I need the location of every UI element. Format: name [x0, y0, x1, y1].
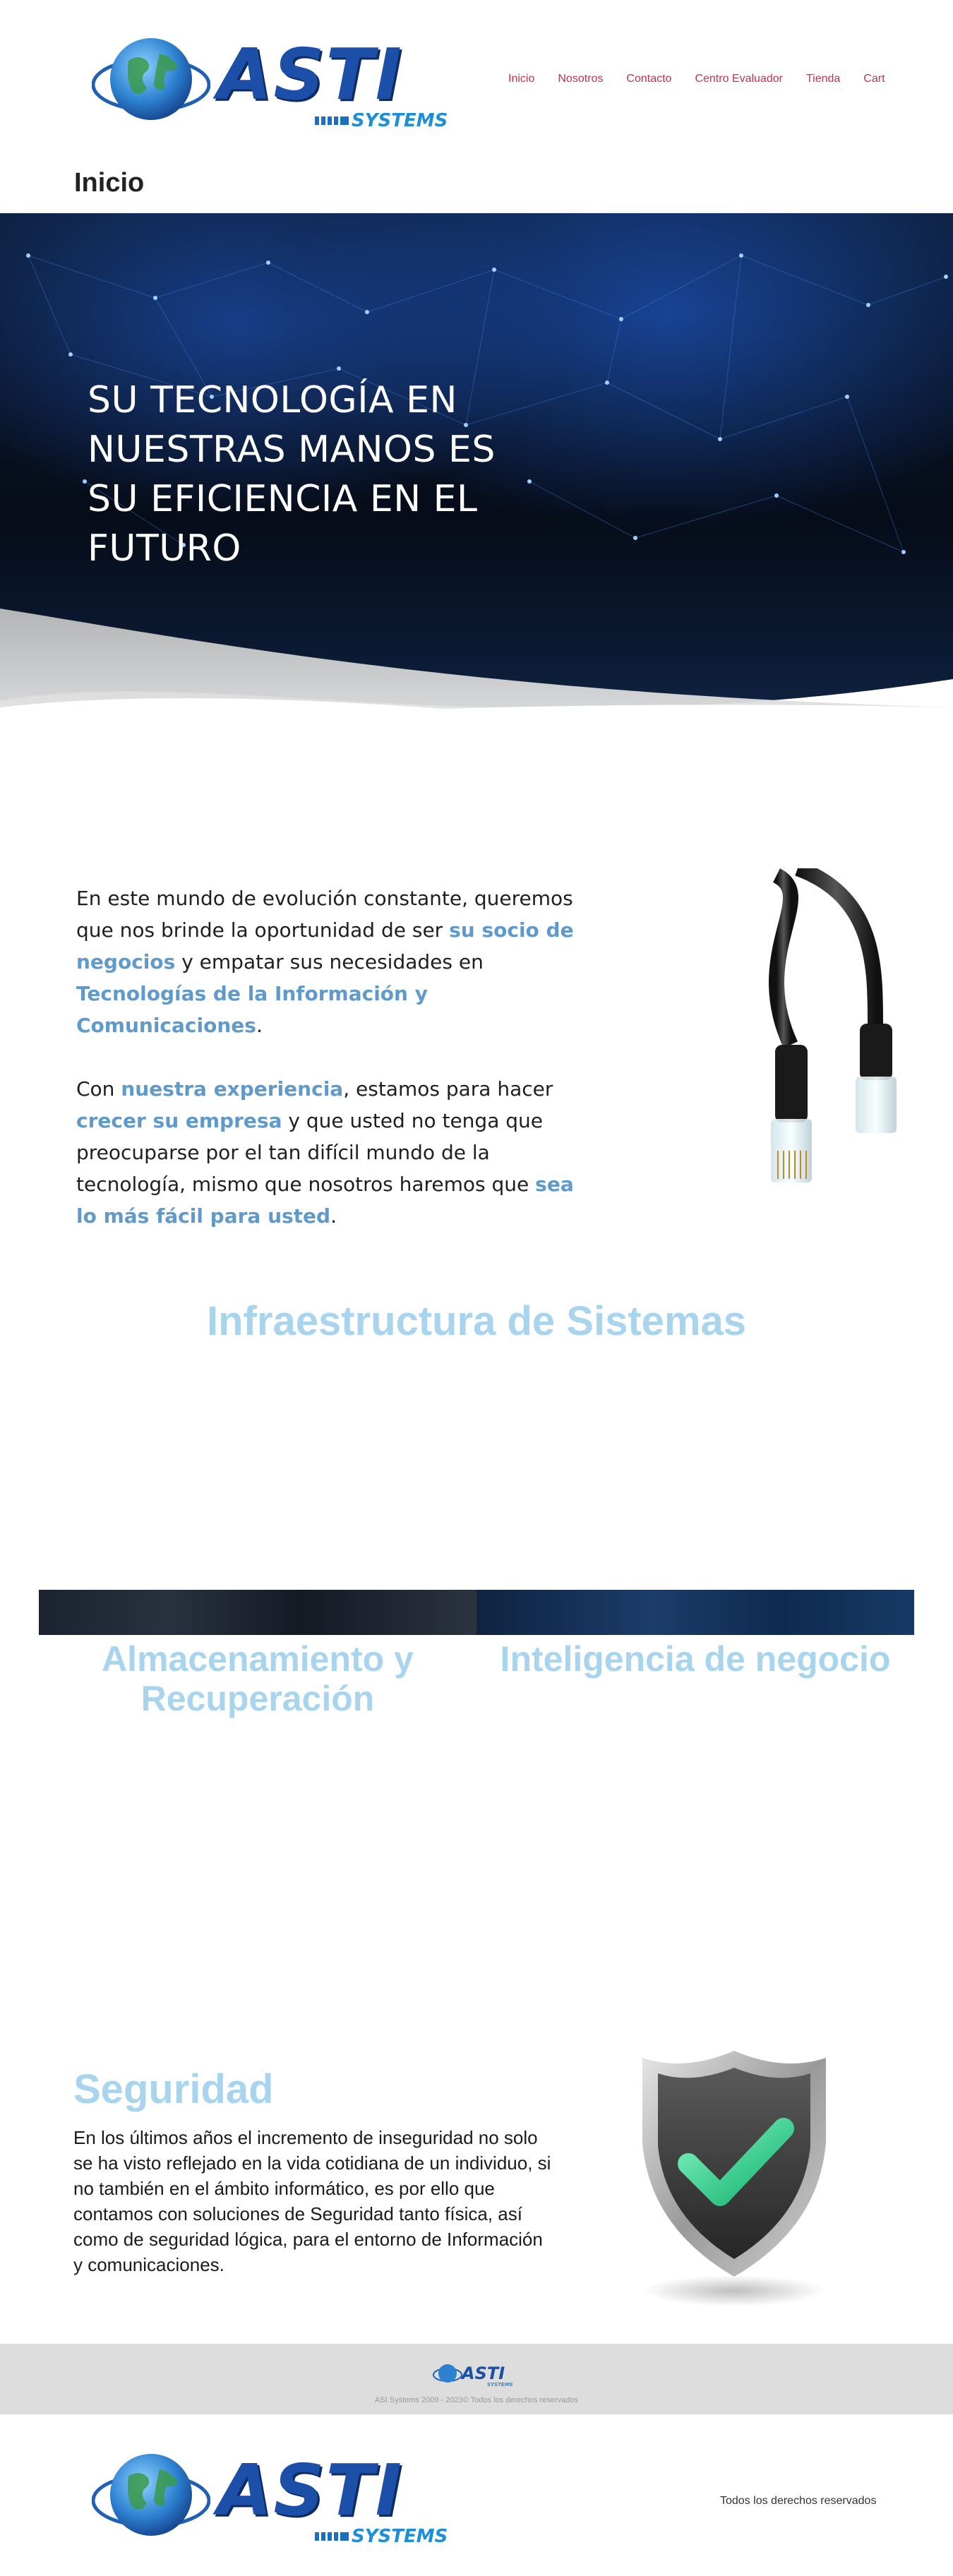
nav-centro-evaluador[interactable]: Centro Evaluador: [695, 73, 783, 85]
footer-logo-sub: SYSTEMS: [487, 2382, 513, 2388]
site-header: [0, 0, 953, 198]
ethernet-cable-image: [734, 868, 918, 1221]
seguridad-text: En los últimos años el incremento de inseguridad no solo se ha visto reflejado en la vida cotidiana de un individuo, si no también en el ámbito informático, es por ello que contamos con soluciones de Seguridad tanto física, así como de seguridad lógica, para el entorno de Información y comunicaciones.: [73, 2127, 551, 2275]
logo-text: ASTI: [217, 33, 403, 116]
infraestructura-title: Infraestructura de Sistemas: [207, 1298, 746, 1344]
nav-nosotros[interactable]: Nosotros: [558, 73, 604, 85]
footer-logo-text: ASTI: [462, 2364, 505, 2383]
body-text: En este mundo de evolución constante, queremos que nos brinde la oportunidad de ser: [76, 887, 573, 942]
body-text: y que usted no tenga que preocuparse por el tan difícil mundo de la tecnología, mismo que nosotros haremos que: [76, 1109, 544, 1196]
connector-icon: [315, 114, 349, 127]
intro-text: [76, 882, 585, 1264]
asti-logo-footer[interactable]: [83, 2443, 448, 2554]
footer-bottom: [0, 2414, 953, 2576]
body-text: Con: [76, 1077, 121, 1101]
connector-icon: [315, 2530, 349, 2543]
logo-subtitle: SYSTEMS: [352, 110, 448, 131]
logo-text: ASTI: [217, 2449, 403, 2532]
intro-paragraph-2: [76, 1073, 585, 1232]
inteligencia-title[interactable]: Inteligencia de negocio: [500, 1639, 891, 1679]
footer-bar: [0, 2344, 953, 2414]
body-text: , estamos para hacer: [343, 1077, 553, 1101]
highlight-text: sea lo más fácil para usted: [76, 1173, 574, 1228]
server-rack-image: [39, 1590, 476, 1635]
nav-tienda[interactable]: Tienda: [805, 73, 841, 85]
body-text: .: [256, 1014, 263, 1037]
server-image-strip: [39, 1590, 914, 1635]
hero-banner: [0, 213, 953, 764]
almacenamiento-title[interactable]: Almacenamiento y Recuperación: [102, 1639, 414, 1718]
body-text: y empatar sus necesidades en: [175, 950, 484, 974]
copyright-text: ASI Systems 2009 - 2023© Todos los derechos reservados: [375, 2396, 578, 2404]
footer-logo[interactable]: [432, 2359, 521, 2389]
globe-icon: [92, 32, 210, 131]
shield-check-icon: [621, 2044, 847, 2312]
highlight-text: crecer su empresa: [76, 1109, 282, 1132]
asti-logo[interactable]: [83, 27, 448, 138]
main-nav: [508, 73, 885, 85]
logo-subtitle: SYSTEMS: [352, 2526, 448, 2547]
seguridad-title: Seguridad: [73, 2066, 274, 2112]
highlight-text: su socio de negocios: [76, 918, 574, 974]
page-title: Inicio: [74, 168, 145, 198]
network-image: [476, 1590, 914, 1635]
nav-contacto[interactable]: Contacto: [626, 73, 672, 85]
body-text: .: [330, 1204, 337, 1228]
highlight-text: Tecnologías de la Información y Comunicaciones: [76, 982, 428, 1037]
nav-cart[interactable]: Cart: [863, 73, 885, 85]
nav-inicio[interactable]: Inicio: [508, 73, 535, 85]
highlight-text: nuestra experiencia: [121, 1077, 344, 1101]
hero-headline: SU TECNOLOGÍA EN NUESTRAS MANOS ES SU EFICIENCIA EN EL FUTURO: [88, 379, 496, 570]
intro-paragraph-1: [76, 882, 585, 1041]
rights-text: Todos los derechos reservados: [720, 2495, 877, 2507]
globe-icon: [92, 2448, 210, 2547]
